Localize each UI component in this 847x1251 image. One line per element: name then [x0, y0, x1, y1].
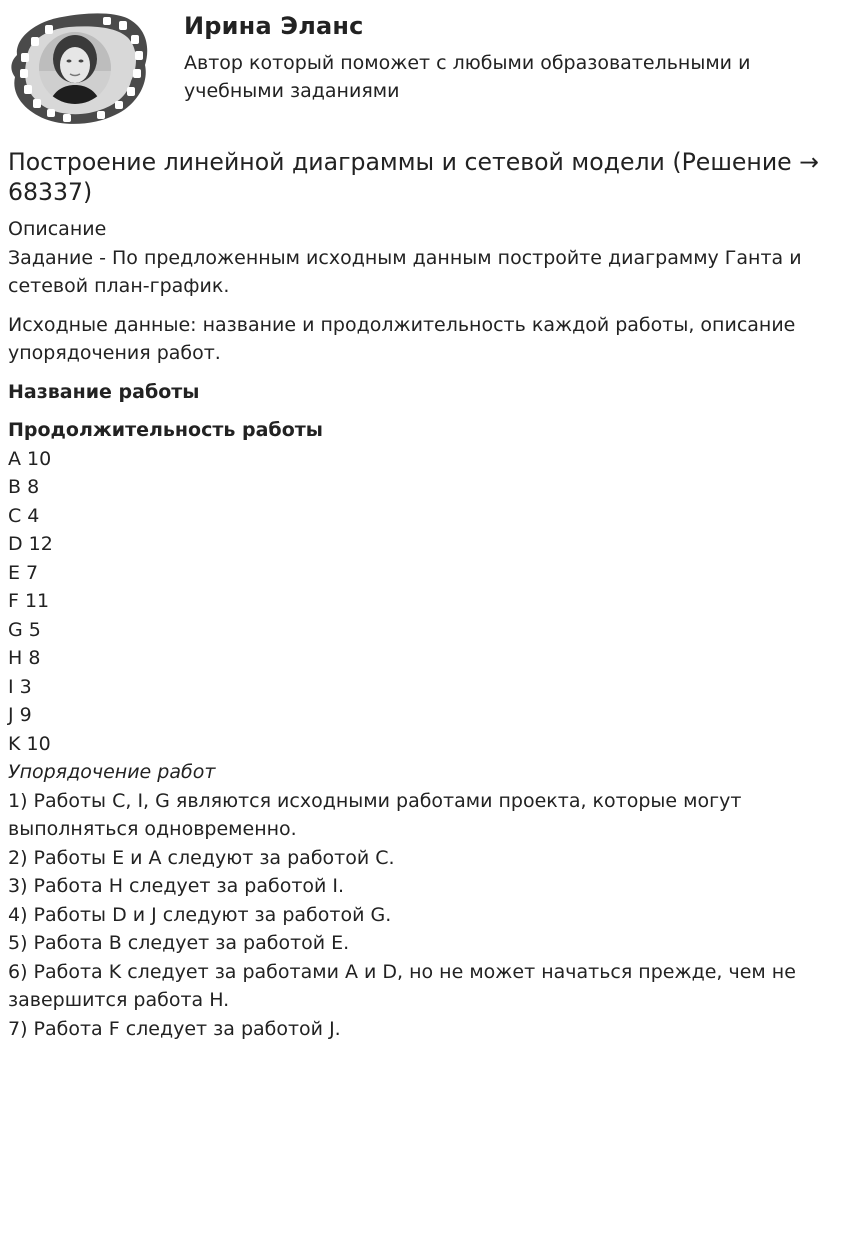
work-item: I 3	[8, 675, 32, 698]
work-item: D 12	[8, 533, 53, 555]
film-strip-avatar-icon	[7, 7, 150, 127]
page-title: Построение линейной диаграммы и сетевой модели (Решение → 68337)	[8, 148, 819, 206]
work-duration-header: Продолжительность работы	[8, 419, 323, 441]
author-description: Автор который поможет с любыми образовательными и учебными заданиями	[184, 52, 751, 102]
work-item: F 11	[8, 590, 50, 612]
author-avatar[interactable]	[7, 7, 150, 127]
ordering-rule: 2) Работы E и A следуют за работой C.	[8, 846, 395, 869]
ordering-rule: 5) Работа B следует за работой E.	[8, 932, 350, 954]
work-item: J 9	[8, 704, 32, 726]
work-item: K 10	[8, 732, 51, 755]
ordering-rule: 4) Работы D и J следуют за работой G.	[8, 903, 392, 926]
work-item: H 8	[8, 647, 41, 669]
work-name-header: Название работы	[8, 380, 200, 403]
description-label: Описание	[8, 218, 107, 240]
ordering-header: Упорядочение работ	[8, 761, 216, 783]
work-item: B 8	[8, 476, 40, 498]
ordering-rule: 7) Работа F следует за работой J.	[8, 1017, 341, 1040]
source-data-text: Исходные данные: название и продолжительность каждой работы, описание упорядочения работ.	[8, 313, 796, 364]
work-item: E 7	[8, 561, 39, 584]
work-item: C 4	[8, 504, 40, 527]
works-list	[8, 445, 838, 759]
task-text: Задание - По предложенным исходным данным постройте диаграмму Ганта и сетевой план-график.	[8, 246, 802, 297]
author-header	[0, 0, 847, 130]
ordering-rule: 3) Работа H следует за работой I.	[8, 875, 345, 897]
ordering-rule: 1) Работы C, I, G являются исходными работами проекта, которые могут выполняться одновременно.	[8, 789, 742, 840]
author-name[interactable]: Ирина Эланс	[184, 12, 364, 40]
work-item: A 10	[8, 447, 52, 470]
ordering-list	[8, 787, 838, 1044]
description-section	[8, 215, 838, 1043]
ordering-rule: 6) Работа K следует за работами A и D, но не может начаться прежде, чем не завершится работа H.	[8, 960, 796, 1011]
work-item: G 5	[8, 618, 41, 641]
